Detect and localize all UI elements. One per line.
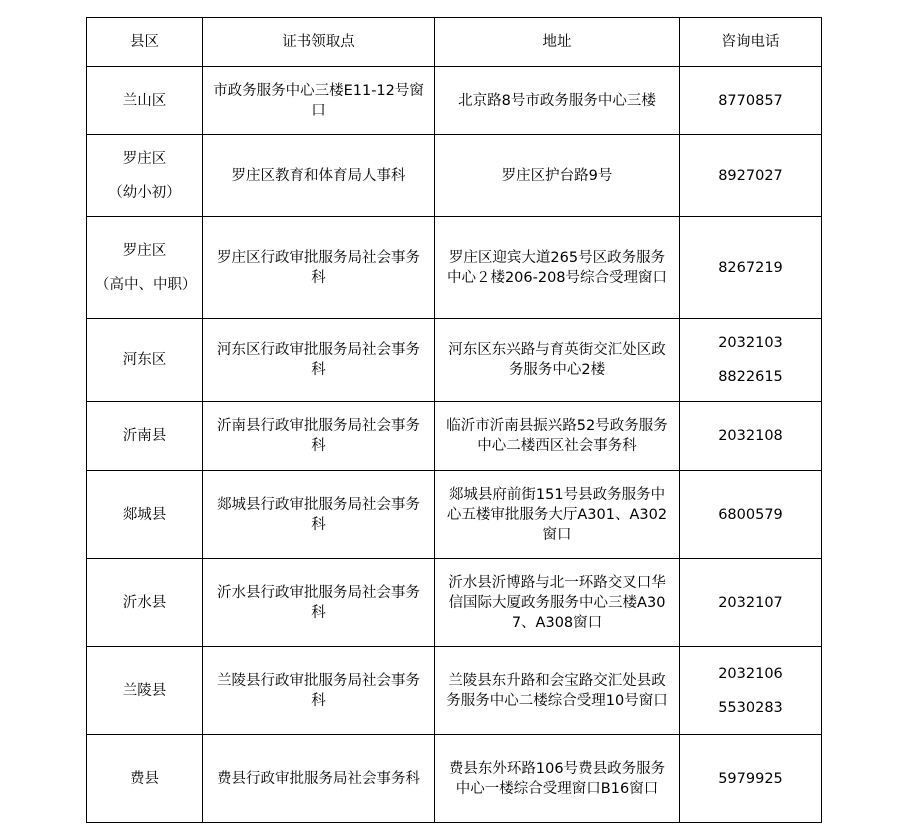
address-cell: 罗庄区迎宾大道265号区政务服务中心２楼206-208号综合受理窗口 bbox=[435, 217, 680, 319]
phone-number: 8267219 bbox=[718, 259, 783, 276]
table-row bbox=[87, 217, 822, 319]
phone-cell bbox=[680, 647, 822, 735]
table-row bbox=[87, 319, 822, 402]
table-row bbox=[87, 402, 822, 471]
pickup-point-cell: 市政务服务中心三楼E11-12号窗口 bbox=[203, 67, 435, 135]
county-name: 河东区 bbox=[122, 352, 167, 368]
county-name: 兰山区 bbox=[122, 92, 167, 109]
table-row bbox=[87, 647, 822, 735]
county-name: 兰陵县 bbox=[122, 682, 167, 699]
phone-cell bbox=[680, 217, 822, 319]
header-phone: 咨询电话 bbox=[680, 18, 822, 67]
address-cell: 河东区东兴路与育英街交汇处区政务服务中心2楼 bbox=[435, 319, 680, 402]
phone-number: 2032106 bbox=[718, 665, 783, 682]
county-name: 罗庄区 bbox=[122, 150, 167, 167]
county-cell bbox=[87, 471, 203, 559]
phone-cell bbox=[680, 559, 822, 647]
county-name: 罗庄区 bbox=[122, 242, 167, 259]
phone-number: 8927027 bbox=[718, 167, 783, 184]
phone-number: 2032108 bbox=[718, 428, 783, 444]
county-name: 郯城县 bbox=[122, 506, 167, 523]
phone-cell bbox=[680, 402, 822, 471]
pickup-point-cell: 沂南县行政审批服务局社会事务科 bbox=[203, 402, 435, 471]
pickup-point-cell: 兰陵县行政审批服务局社会事务科 bbox=[203, 647, 435, 735]
header-county: 县区 bbox=[87, 18, 203, 67]
pickup-point-cell: 罗庄区行政审批服务局社会事务科 bbox=[203, 217, 435, 319]
address-cell: 沂水县沂博路与北一环路交叉口华信国际大厦政务服务中心三楼A307、A308窗口 bbox=[435, 559, 680, 647]
pickup-point-cell: 郯城县行政审批服务局社会事务科 bbox=[203, 471, 435, 559]
phone-cell bbox=[680, 471, 822, 559]
county-cell bbox=[87, 647, 203, 735]
phone-cell bbox=[680, 319, 822, 402]
table-row bbox=[87, 67, 822, 135]
phone-number: 5530283 bbox=[718, 699, 783, 716]
county-cell bbox=[87, 217, 203, 319]
phone-cell bbox=[680, 735, 822, 823]
county-cell bbox=[87, 135, 203, 217]
address-cell: 费县东外环路106号费县政务服务中心一楼综合受理窗口B16窗口 bbox=[435, 735, 680, 823]
address-cell: 兰陵县东升路和会宝路交汇处县政务服务中心二楼综合受理10号窗口 bbox=[435, 647, 680, 735]
table-row bbox=[87, 135, 822, 217]
pickup-point-cell: 罗庄区教育和体育局人事科 bbox=[203, 135, 435, 217]
pickup-point-cell: 沂水县行政审批服务局社会事务科 bbox=[203, 559, 435, 647]
certificate-pickup-table-container bbox=[86, 17, 822, 823]
address-cell: 罗庄区护台路9号 bbox=[435, 135, 680, 217]
county-name: 沂水县 bbox=[122, 594, 167, 611]
county-name: 费县 bbox=[130, 770, 159, 787]
address-cell: 临沂市沂南县振兴路52号政务服务中心二楼西区社会事务科 bbox=[435, 402, 680, 471]
phone-number: 8770857 bbox=[718, 92, 783, 109]
county-note: （幼小初） bbox=[108, 184, 181, 201]
pickup-point-cell: 河东区行政审批服务局社会事务科 bbox=[203, 319, 435, 402]
county-cell bbox=[87, 402, 203, 471]
county-cell bbox=[87, 67, 203, 135]
phone-number: 6800579 bbox=[718, 506, 783, 523]
address-cell: 北京路8号市政务服务中心三楼 bbox=[435, 67, 680, 135]
table-header-row bbox=[87, 18, 822, 67]
pickup-point-cell: 费县行政审批服务局社会事务科 bbox=[203, 735, 435, 823]
phone-number: 2032103 bbox=[718, 335, 783, 351]
header-pickup-point: 证书领取点 bbox=[203, 18, 435, 67]
address-cell: 郯城县府前街151号县政务服务中心五楼审批服务大厅A301、A302窗口 bbox=[435, 471, 680, 559]
county-cell bbox=[87, 559, 203, 647]
county-name: 沂南县 bbox=[122, 428, 167, 444]
table-row bbox=[87, 471, 822, 559]
phone-cell bbox=[680, 67, 822, 135]
county-note: （高中、中职） bbox=[95, 276, 197, 293]
table-row bbox=[87, 735, 822, 823]
county-cell bbox=[87, 319, 203, 402]
phone-cell bbox=[680, 135, 822, 217]
phone-number: 2032107 bbox=[718, 594, 783, 611]
phone-number: 8822615 bbox=[718, 369, 783, 385]
header-address: 地址 bbox=[435, 18, 680, 67]
table-row bbox=[87, 559, 822, 647]
phone-number: 5979925 bbox=[718, 770, 783, 787]
certificate-pickup-table bbox=[86, 17, 822, 823]
county-cell bbox=[87, 735, 203, 823]
